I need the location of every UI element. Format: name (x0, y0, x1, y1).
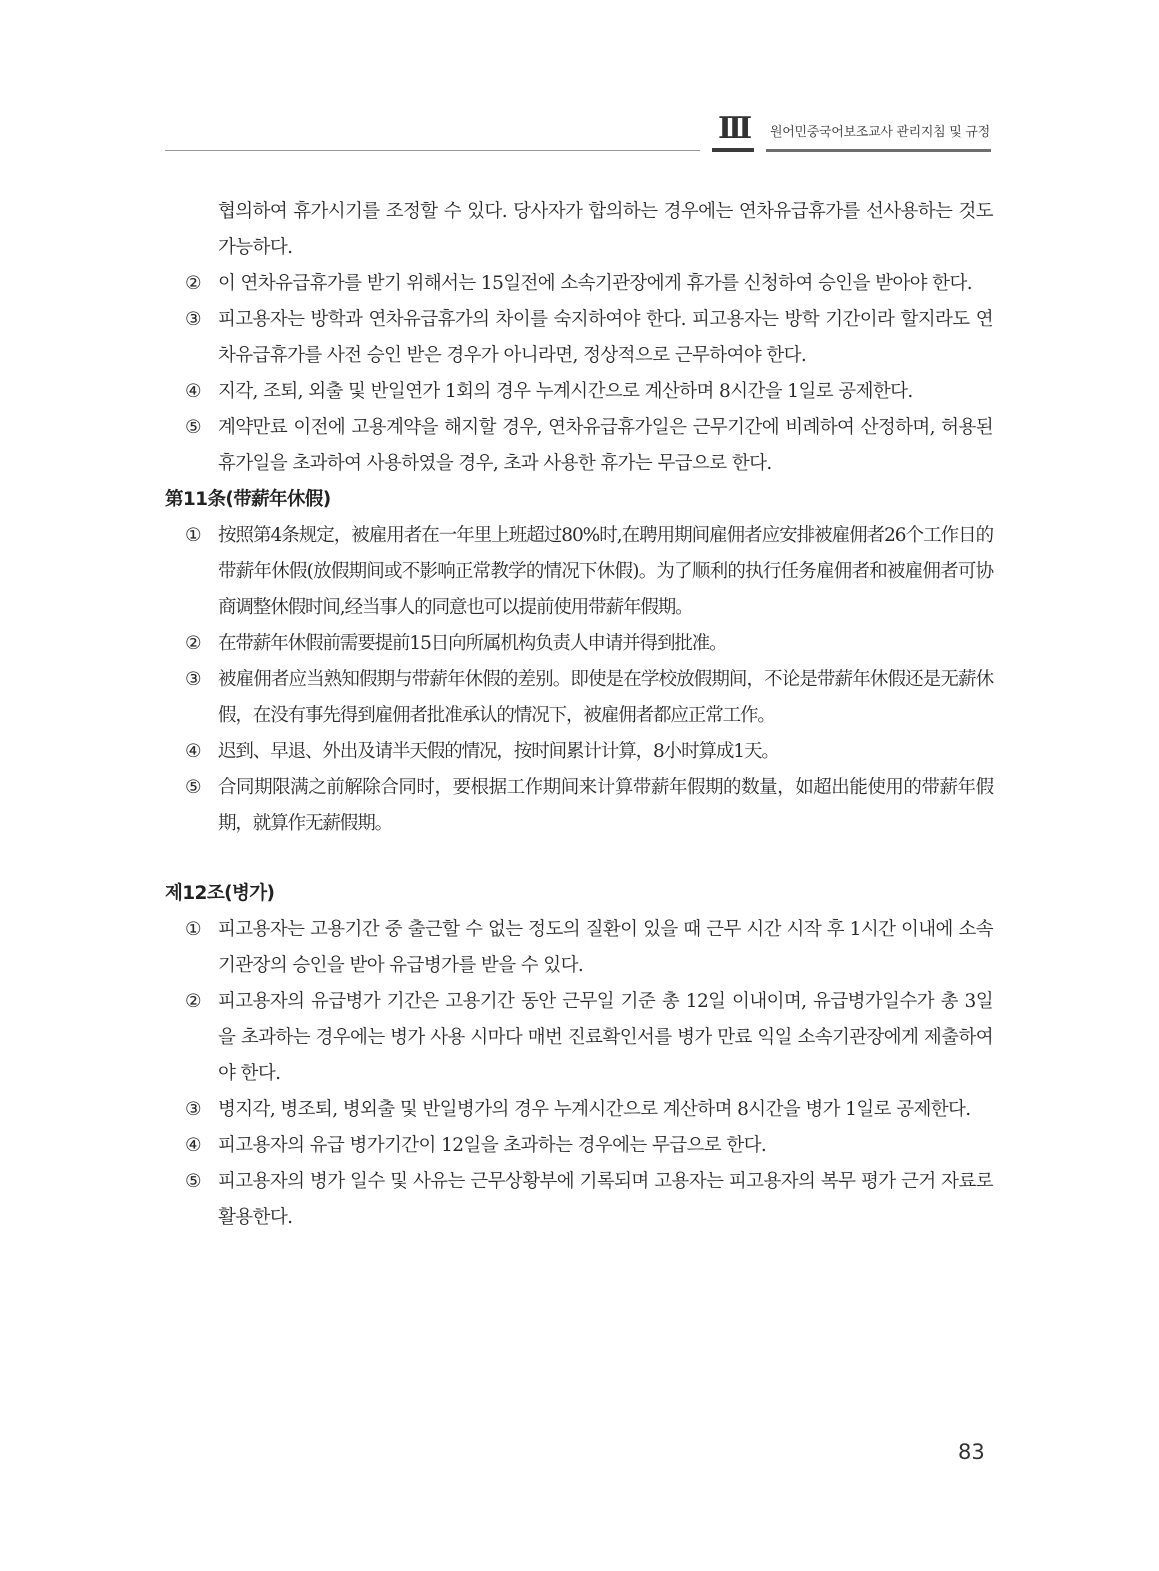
list-item (165, 984, 993, 1092)
item-number: ② (185, 991, 201, 1012)
list-item (165, 410, 993, 482)
item-number: ② (185, 273, 201, 294)
item-number: ③ (185, 309, 201, 330)
korean-article-12-heading: 제12조(병가) (165, 883, 275, 904)
list-item (165, 770, 993, 842)
item-text: 在带薪年休假前需要提前15日向所属机构负责人申请并得到批准。 (218, 633, 727, 654)
item-text: 피고용자는 방학과 연차유급휴가의 차이를 숙지하여야 한다. 피고용자는 방학 기간이라 할지라도 연차유급휴가를 사전 승인 받은 경우가 아니라면, 정상적으로 근무하여야 한다. (218, 309, 993, 366)
item-number: ① (185, 919, 201, 940)
item-text: 合同期限满之前解除合同时，要根据工作期间来计算带薪年假期的数量，如超出能使用的带薪年假期，就算作无薪假期。 (218, 777, 993, 834)
page-body (165, 194, 993, 1236)
item-number: ③ (185, 1099, 201, 1120)
paragraph-text: 협의하여 휴가시기를 조정할 수 있다. 당사자가 합의하는 경우에는 연차유급휴가를 선사용하는 것도 가능하다. (218, 201, 993, 258)
list-item (165, 1164, 993, 1236)
header-rule-left (165, 150, 700, 151)
list-item (165, 1128, 993, 1164)
page-number: 83 (958, 1440, 985, 1464)
item-text: 被雇佣者应当熟知假期与带薪年休假的差别。即使是在学校放假期间，不论是带薪年休假还是无薪休假，在没有事先得到雇佣者批准承认的情况下，被雇佣者都应正常工作。 (218, 669, 993, 726)
item-number: ② (185, 633, 201, 654)
korean-article-12-list (165, 912, 993, 1236)
item-number: ④ (185, 1135, 201, 1156)
header-rule-right (766, 149, 991, 152)
item-number: ⑤ (185, 1171, 201, 1192)
chapter-number: III (718, 111, 749, 146)
item-text: 피고용자는 고용기간 중 출근할 수 없는 정도의 질환이 있을 때 근무 시간 시작 후 1시간 이내에 소속기관장의 승인을 받아 유급병가를 받을 수 있다. (218, 919, 993, 976)
list-item (165, 912, 993, 984)
list-item (165, 518, 993, 626)
continuation-paragraph (165, 194, 993, 266)
item-number: ⑤ (185, 417, 201, 438)
chapter-underline (712, 148, 754, 152)
korean-article-11-list (165, 266, 993, 482)
item-text: 계약만료 이전에 고용계약을 해지할 경우, 연차유급휴가일은 근무기간에 비례하여 산정하며, 허용된 휴가일을 초과하여 사용하였을 경우, 초과 사용한 휴가는 무급으로 한다. (218, 417, 993, 474)
running-header-title: 원어민중국어보조교사 관리지침 및 규정 (770, 125, 990, 140)
item-text: 이 연차유급휴가를 받기 위해서는 15일전에 소속기관장에게 휴가를 신청하여 승인을 받아야 한다. (218, 273, 973, 294)
item-text: 迟到、早退、外出及请半天假的情况，按时间累计计算，8小时算成1天。 (218, 741, 779, 762)
item-text: 지각, 조퇴, 외출 및 반일연가 1회의 경우 누계시간으로 계산하며 8시간을 1일로 공제한다. (218, 381, 913, 402)
item-number: ④ (185, 741, 201, 762)
list-item (165, 734, 993, 770)
item-number: ⑤ (185, 777, 201, 798)
item-number: ③ (185, 669, 201, 690)
item-text: 피고용자의 유급 병가기간이 12일을 초과하는 경우에는 무급으로 한다. (218, 1135, 767, 1156)
item-number: ④ (185, 381, 201, 402)
chinese-article-11-heading: 第11条(带薪年休假) (165, 489, 331, 510)
list-item (165, 662, 993, 734)
item-text: 병지각, 병조퇴, 병외출 및 반일병가의 경우 누계시간으로 계산하며 8시간을 병가 1일로 공제한다. (218, 1099, 971, 1120)
list-item (165, 626, 993, 662)
list-item (165, 266, 993, 302)
list-item (165, 374, 993, 410)
item-text: 피고용자의 병가 일수 및 사유는 근무상황부에 기록되며 고용자는 피고용자의 복무 평가 근거 자료로 활용한다. (218, 1171, 993, 1228)
chinese-article-11-list (165, 518, 993, 842)
item-number: ① (185, 525, 201, 546)
list-item (165, 1092, 993, 1128)
item-text: 按照第4条规定，被雇用者在一年里上班超过80%时,在聘用期间雇佣者应安排被雇佣者26个工作日的带薪年休假(放假期间或不影响正常教学的情况下休假)。为了顺利的执行任务雇佣者和被雇佣者可协商调整休假时间,经当事人的同意也可以提前使用带薪年假期。 (218, 525, 993, 618)
list-item (165, 302, 993, 374)
item-text: 피고용자의 유급병가 기간은 고용기간 동안 근무일 기준 총 12일 이내이며, 유급병가일수가 총 3일을 초과하는 경우에는 병가 사용 시마다 매번 진료확인서를 병가 만료 익일 소속기관장에게 제출하여야 한다. (218, 991, 993, 1084)
